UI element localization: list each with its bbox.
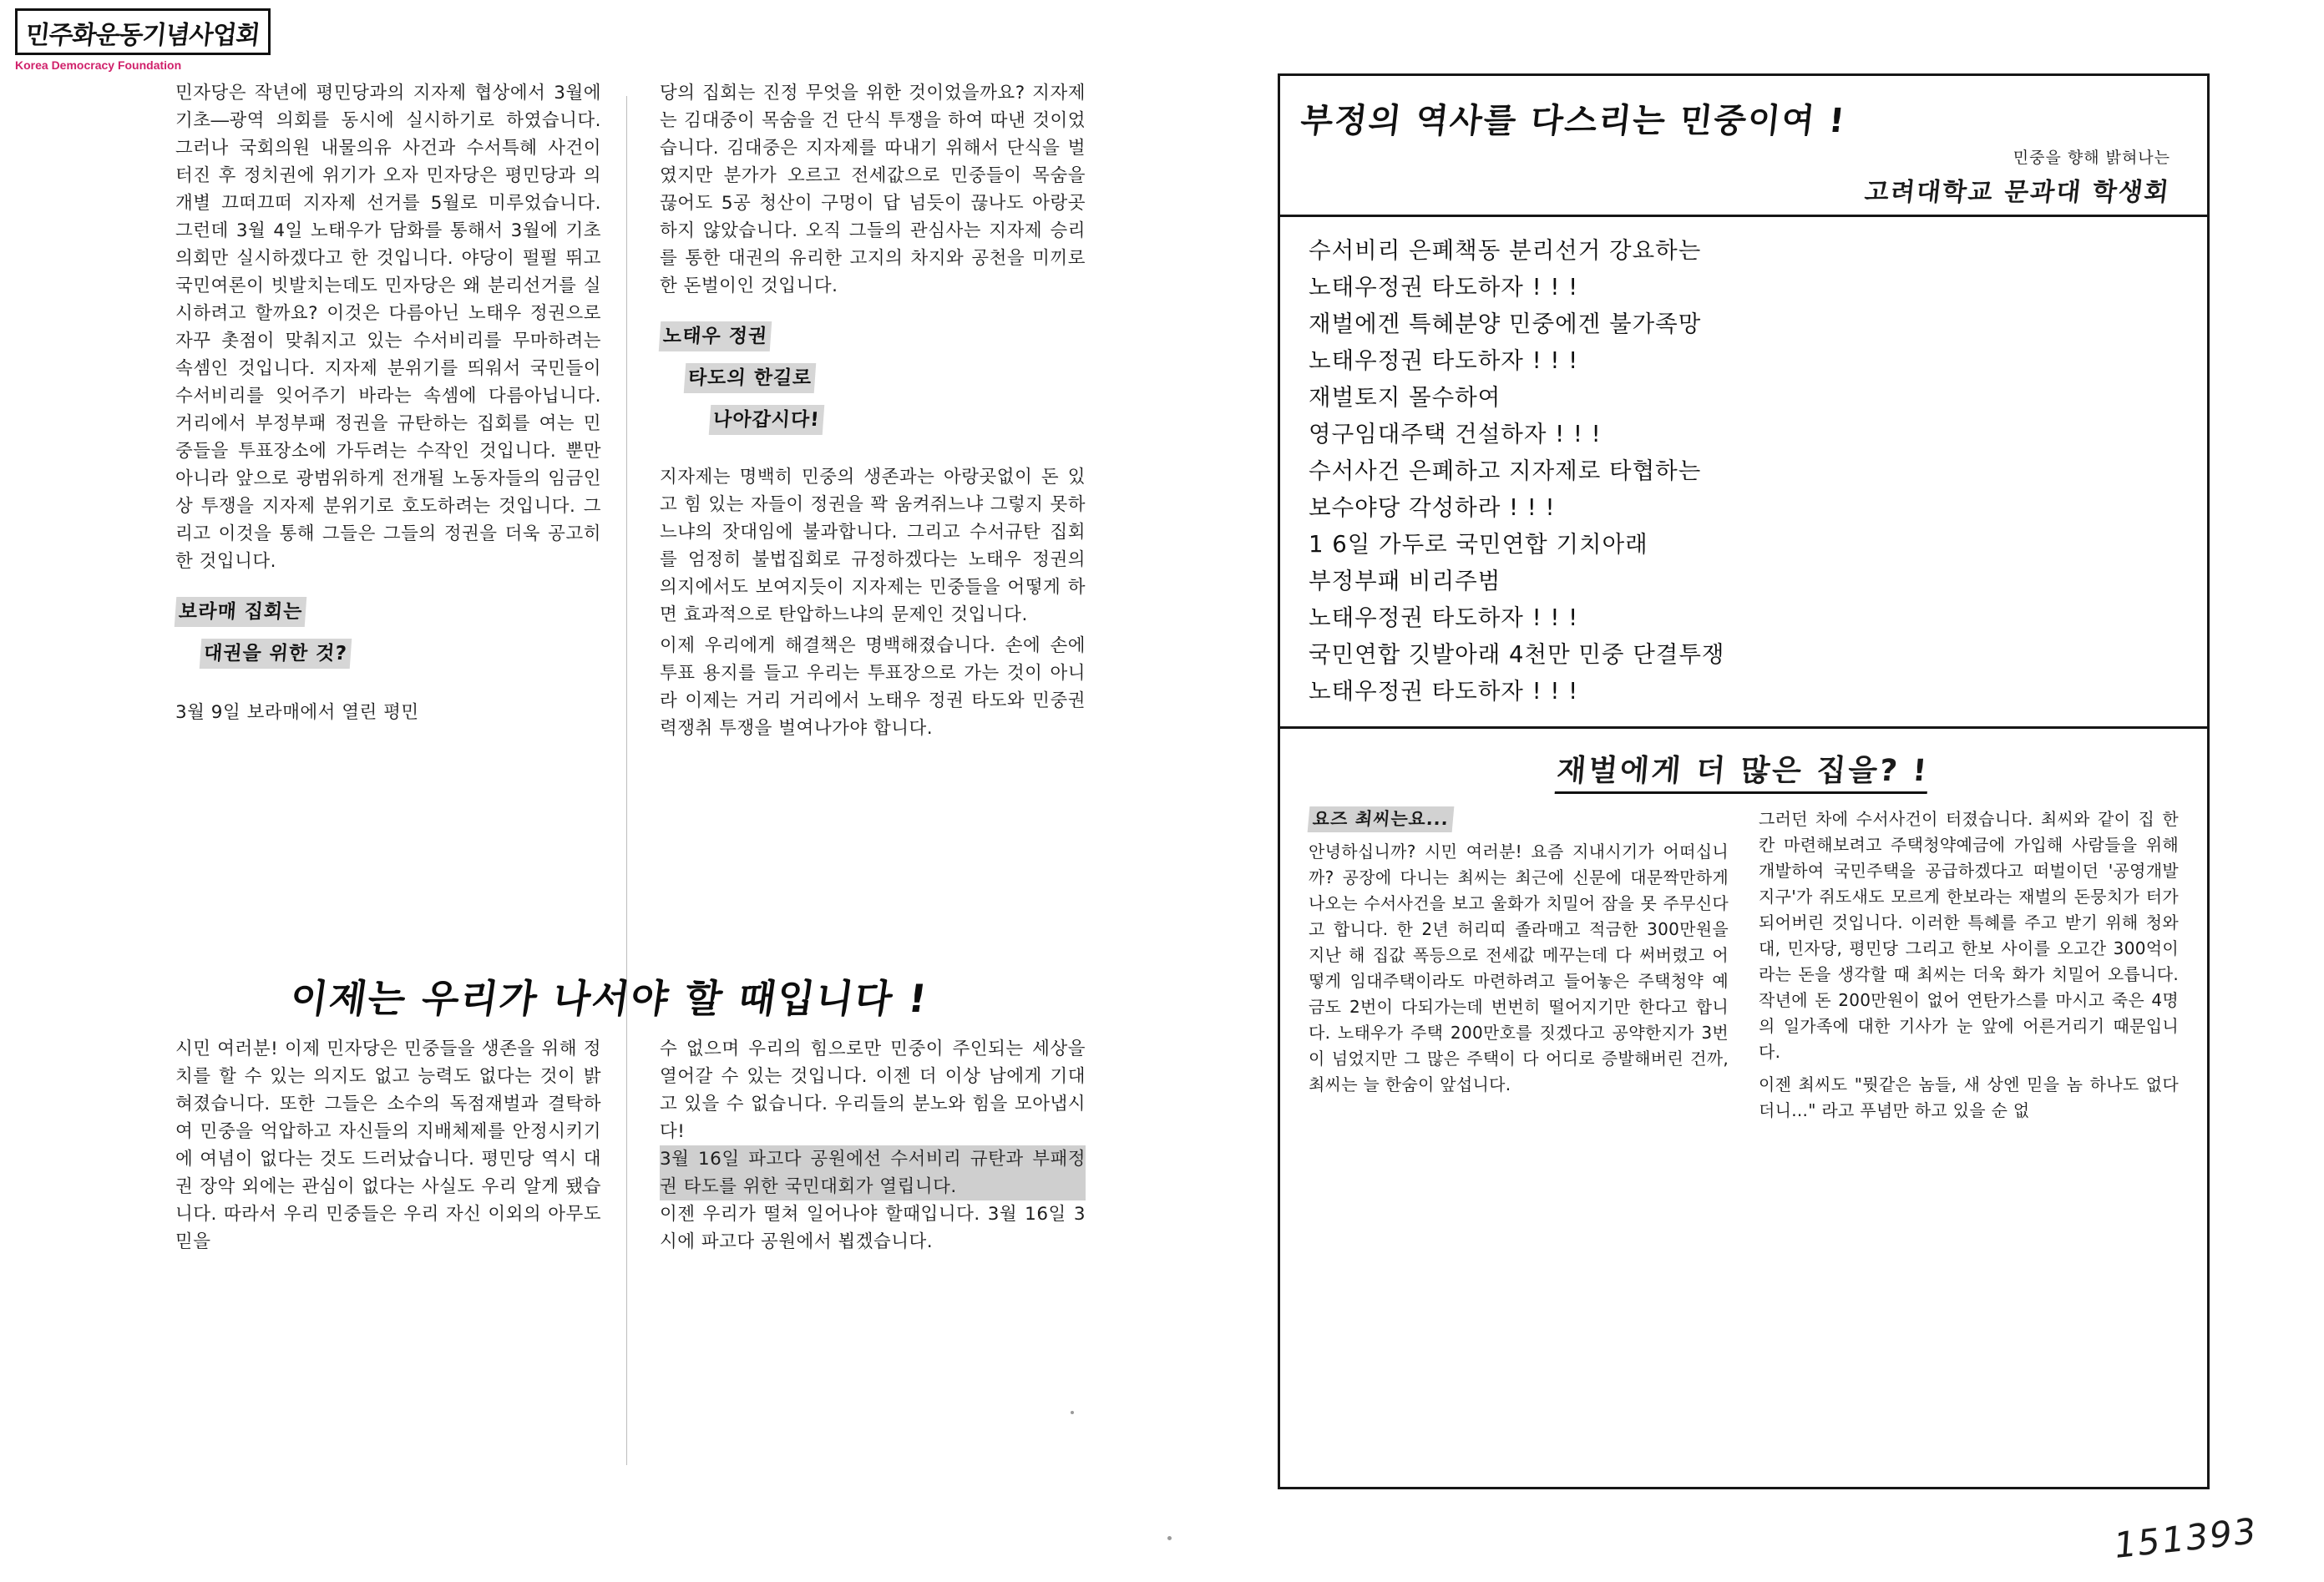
demand-line: 1 6일 가두로 국민연합 기치아래 [1309, 531, 1648, 558]
demand-line: 노태우정권 타도하자 ! ! ! [1309, 678, 1579, 705]
column-b-subheading-line2: 타도의 한길로 [684, 363, 817, 393]
bottom-column-b-highlight: 3월 16일 파고다 공원에선 수서비리 규탄과 부패정권 타도를 위한 국민대회가 열립니다. [660, 1145, 1086, 1200]
column-a-subheading-line2: 대권을 위한 것? [200, 639, 352, 669]
leaflet-issuer-small: 민중을 향해 밝혀나는 [2013, 149, 2170, 167]
left-bottom-section [125, 1035, 1094, 1436]
logo-box [15, 8, 271, 55]
story-right-text: 그러던 차에 수서사건이 터졌습니다. 최씨와 같이 집 한칸 마련해보려고 주택청약예금에 가입해 사람들을 위해 개발하여 국민주택을 공급하겠다고 떠벌이던 '공영개발지구'가 쥐도새도 모르게 한보라는 재벌의 돈뭉치가 터가 되어버린 것입니다. 이러한 특혜를 주고 받기 위해 청와대, 민자당, 평민당 그리고 한보 사이를 오고간 300억이라는 돈을 생각할 때 최씨는 더욱 화가 치밀어 오릅니다. 작년에 돈 200만원이 없어 연탄가스를 마시고 죽은 4명의 일가족에 대한 기사가 눈 앞에 어른거리기 때문입니다. [1759, 809, 2179, 1062]
leaflet-story-columns [1280, 795, 2207, 1145]
column-b-paragraph-2: 지자제는 명백히 민중의 생존과는 아랑곳없이 돈 있고 힘 있는 자들이 정권을 꽉 움켜쥐느냐 그렇지 못하느냐의 잣대임에 불과합니다. 그리고 수서규탄 집회를 엄정히 불법집회로 규정하겠다는 노태우 정권의 의지에서도 보여지듯이 지자제는 민중들을 어떻게 하면 효과적으로 탄압하느냐의 문제인 것입니다. [660, 467, 1086, 625]
story-left-column [1309, 806, 1729, 1124]
demand-line: 재벌토지 몰수하여 [1309, 384, 1501, 411]
demand-line: 영구임대주택 건설하자 ! ! ! [1309, 421, 1602, 447]
logo-korean-text: 민주화운동기념사업회 [23, 21, 261, 50]
column-b-paragraph-1: 당의 집회는 진정 무엇을 위한 것이었을까요? 지자제는 김대중이 목숨을 건 단식 투쟁을 하여 따낸 것이었습니다. 김대중은 지자제를 따내기 위해서 단식을 벌였지만 분가가 오르고 전세값으로 민중들이 목숨을 끊어도 5공 청산이 구멍이 답 넘듯이 끊나도 아랑곳하지 않았습니다. 오직 그들의 관심사는 지자제 승리를 통한 대권의 유리한 고지의 차지와 공천을 미끼로 한 돈벌이인 것입니다. [660, 83, 1086, 296]
leaflet-headline: 부정의 역사를 다스리는 민중이여 ! [1299, 102, 1848, 140]
column-b-subheading-line1: 노태우 정권 [659, 321, 772, 351]
demand-line: 수서사건 은폐하고 지자제로 타협하는 [1309, 457, 1702, 484]
demand-line: 국민연합 깃발아래 4천만 민중 단결투쟁 [1309, 641, 1725, 668]
right-leaflet [1278, 73, 2210, 1489]
bottom-column-b [660, 1035, 1086, 1256]
story-left-text: 안녕하십니까? 시민 여러분! 요즘 지내시기가 어떠십니까? 공장에 다니는 최씨는 최근에 신문에 대문짝만하게 나오는 수서사건을 보고 울화가 치밀어 잠을 못 주무신다고 합니다. 한 2년 허리띠 졸라매고 적금한 300만원을 지난 해 집값 폭등으로 전세값 메꾸는데 다 써버렸고 어떻게 임대주택이라도 마련하려고 들어놓은 주택청약 예금도 2번이 다되가는데 번번히 떨어지기만 한다고 합니다. 노태우가 주택 200만호를 짓겠다고 공약한지가 3번이 넘었지만 그 많은 주택이 다 어디로 증발해버린 건까, 최씨는 늘 한숨이 앞섭니다. [1309, 842, 1729, 1094]
leaflet-demands-list [1280, 217, 2207, 726]
main-headline: 이제는 우리가 나서야 할 때입니다 ! [287, 976, 931, 1021]
bottom-column-a-text: 시민 여러분! 이제 민자당은 민중들을 생존을 위해 정치를 할 수 있는 의지도 없고 능력도 없다는 것이 밝혀졌습니다. 또한 그들은 소수의 독점재벌과 결탁하여 민중을 억압하고 자신들의 지배체제를 안정시키기에 여념이 없다는 것도 드러났습니다. 평민당 역시 대권 장악 외에는 관심이 없다는 사실도 우리 알게 됐습니다. 따라서 우리 민중들은 우리 자신 이외의 아무도 믿을 [175, 1039, 601, 1252]
logo-english-text: Korea Democracy Foundation [15, 58, 182, 72]
foundation-logo [15, 8, 282, 72]
scan-speck [1167, 1536, 1172, 1540]
column-a-subheading-line1: 보라매 집회는 [175, 597, 307, 627]
leaflet-box-title-text: 재벌에게 더 많은 집을? ! [1555, 754, 1931, 794]
left-column-a [175, 79, 601, 726]
leaflet-header-section [1280, 76, 2207, 215]
demand-line: 노태우정권 타도하자 ! ! ! [1309, 347, 1579, 374]
column-a-paragraph-2: 3월 9일 보라매에서 열린 평민 [175, 702, 419, 723]
column-a-paragraph-1: 민자당은 작년에 평민당과의 지자제 협상에서 3월에 기초―광역 의회를 동시에 실시하기로 하였습니다. 그러나 국회의원 내물의유 사건과 수서특혜 사건이 터진 후 정치권에 위기가 오자 민자당은 평민당과 의 개별 끄떠끄떠 지자제 선거를 5월로 미루었습니다. 그런데 3월 4일 노태우가 담화를 통해서 3월에 기초의회만 실시하겠다고 한 것입니다. 야당이 펄펄 뛰고 국민여론이 빗발치는데도 민자당은 왜 분리선거를 실시하려고 할까요? 이것은 다름아닌 노태우 정권으로 자꾸 촛점이 맞춰지고 있는 수서비리를 무마하려는 속셈인 것입니다. 지자제 분위기를 띄워서 국민들이 수서비리를 잊어주기 바라는 속셈에 다름아닙니다. 거리에서 부정부패 정권을 규탄하는 집회를 여는 민중들을 투표장소에 가두려는 수작인 것입니다. 뿐만 아니라 앞으로 광범위하게 전개될 노동자들의 임금인상 투쟁을 지자제 분위기로 호도하려는 것입니다. 그리고 이것을 통해 그들은 그들의 정권을 더욱 공고히 한 것입니다. [175, 83, 601, 572]
demand-line: 노태우정권 타도하자 ! ! ! [1309, 604, 1579, 631]
leaflet-issuer-org: 고려대학교 문과대 학생회 [1863, 178, 2172, 207]
leaflet-issuer [1280, 142, 2207, 215]
column-b-paragraph-3: 이제 우리에게 해결책은 명백해졌습니다. 손에 손에 투표 용지를 들고 우리는 투표장으로 가는 것이 아니라 이제는 거리 거리에서 노태우 정권 타도와 민중권력쟁취 투쟁을 벌여나가야 합니다. [660, 635, 1086, 739]
story-closing-text: 이젠 최씨도 "뭣같은 놈들, 새 상엔 믿을 놈 하나도 없다더니..." 라고 푸념만 하고 있을 순 없 [1759, 1074, 2179, 1120]
left-column-b [660, 79, 1086, 742]
demand-line: 부정부패 비리주범 [1309, 568, 1501, 594]
story-left-heading: 요즈 최씨는요... [1308, 806, 1455, 832]
demand-line: 재벌에겐 특혜분양 민중에겐 불가족망 [1309, 311, 1702, 337]
demand-line: 노태우정권 타도하자 ! ! ! [1309, 274, 1579, 301]
bottom-column-b-text-1: 수 없으며 우리의 힘으로만 민중이 주인되는 세상을 열어갈 수 있는 것입니다. 이젠 더 이상 남에게 기대고 있을 수 없습니다. 우리들의 분노와 힘을 모아냅시다! [660, 1039, 1086, 1142]
archive-number: 151393 [2112, 1509, 2259, 1567]
column-b-subheading-line3: 나아갑시다! [709, 405, 824, 435]
scan-speck [1071, 1411, 1074, 1414]
bottom-column-a [175, 1035, 601, 1256]
leaflet-box-title [1278, 729, 2210, 795]
demand-line: 수서비리 은폐책동 분리선거 강요하는 [1309, 237, 1702, 264]
bottom-column-b-text-2: 이젠 우리가 떨쳐 일어나야 할때입니다. 3월 16일 3시에 파고다 공원에서 뵙겠습니다. [660, 1204, 1086, 1252]
demand-line: 보수야당 각성하라 ! ! ! [1309, 494, 1556, 521]
story-right-column [1759, 806, 2179, 1124]
